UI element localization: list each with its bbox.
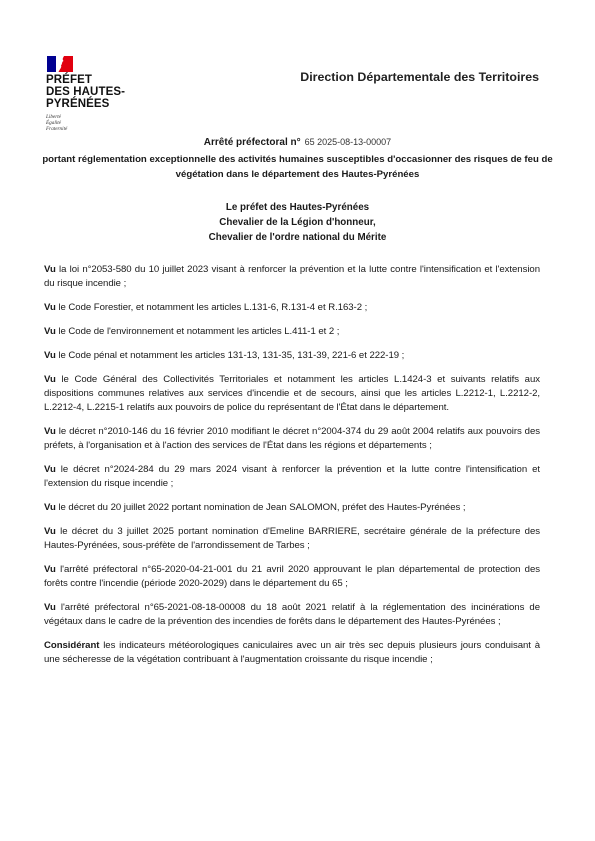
visa-keyword: Vu — [44, 426, 56, 437]
considerant-text: les indicateurs météorologiques caniculaires avec un air très sec depuis plusieurs jours conduisant à une sécheresse de la végétation contribuant à l'augmentation croissante du risque incendie ; — [44, 640, 540, 665]
visa-text: le décret du 3 juillet 2025 portant nomination d'Emeline BARRIERE, secrétaire générale de la préfecture des Hautes-Pyrénées, sous-préfète de l'arrondissement de Tarbes ; — [44, 526, 540, 551]
visa-paragraph — [44, 349, 540, 363]
visa-keyword: Vu — [44, 302, 56, 313]
prefecture-logo — [46, 56, 156, 132]
visa-paragraph — [44, 525, 540, 553]
prefect-titles — [0, 200, 595, 245]
visa-paragraph — [44, 425, 540, 453]
visa-paragraph — [44, 501, 540, 515]
prefect-title-line: Le préfet des Hautes-Pyrénées — [225, 202, 370, 213]
visas-list — [44, 263, 540, 677]
visa-text: l'arrêté préfectoral n°65-2020-04-21-001 du 21 avril 2020 approuvant le plan départemental de protection des forêts contre l'incendie (période 2020-2029) dans le département du 65 ; — [44, 564, 540, 589]
prefecture-name — [46, 74, 156, 110]
visa-keyword: Vu — [44, 602, 56, 613]
prefect-title-line: Chevalier de la Légion d'honneur, — [219, 217, 376, 228]
visa-paragraph — [44, 563, 540, 591]
prefect-title-line: Chevalier de l'ordre national du Mérite — [208, 232, 387, 243]
arrete-label: Arrêté préfectoral n° — [203, 137, 301, 148]
visa-text: le décret n°2010-146 du 16 février 2010 modifiant le décret n°2004-374 du 29 août 2004 relatifs aux pouvoirs des préfets, à l'organisation et à l'action des services de l'État dans les régions et départements ; — [44, 426, 540, 451]
visa-text: le décret n°2024-284 du 29 mars 2024 visant à renforcer la prévention et la lutte contre l'intensification et l'extension du risque incendie ; — [44, 464, 540, 489]
arrete-subtitle: portant réglementation exceptionnelle des activités humaines susceptibles d'occasionner des risques de feu de végétation dans le département des Hautes-Pyrénées — [42, 154, 553, 180]
arrete-title — [0, 137, 595, 148]
motto-line: Égalité — [46, 120, 61, 126]
issuing-direction: Direction Départementale des Territoires — [300, 70, 539, 84]
visa-text: l'arrêté préfectoral n°65-2021-08-18-00008 du 18 août 2021 relatif à la réglementation des incinérations de végétaux dans le cadre de la prévention des incendies de forêts dans le département des Hautes-Pyrénées ; — [44, 602, 540, 627]
visa-text: le Code de l'environnement et notamment les articles L.411-1 et 2 ; — [55, 326, 340, 337]
considerant-paragraph — [44, 639, 540, 667]
visa-paragraph — [44, 373, 540, 415]
marianne-logo-icon — [47, 56, 73, 72]
visa-paragraph — [44, 263, 540, 291]
motto-line: Fraternité — [46, 126, 68, 132]
visa-paragraph — [44, 301, 540, 315]
visa-keyword: Vu — [44, 526, 56, 537]
visa-text: le Code Forestier, et notamment les articles L.131-6, R.131-4 et R.163-2 ; — [55, 302, 368, 313]
visa-text: le Code Général des Collectivités Territoriales et notamment les articles L.1424-3 et suivants relatifs aux dispositions communes relatives aux services d'incendie et de secours, ainsi que les articles L.2212-1, L.2212-2, L.2212-4, L.2215-1 relatifs aux pouvoirs de police du représentant de l'État dans le département. — [44, 374, 540, 413]
visa-paragraph — [44, 601, 540, 629]
visa-keyword: Vu — [44, 564, 56, 575]
visa-text: la loi n°2053-580 du 10 juillet 2023 visant à renforcer la prévention et la lutte contre l'intensification et l'extension du risque incendie ; — [44, 264, 540, 289]
prefecture-name-line: PYRÉNÉES — [46, 98, 110, 110]
visa-paragraph — [44, 463, 540, 491]
visa-keyword: Vu — [44, 350, 56, 361]
motto-line: Liberté — [46, 114, 61, 120]
arrete-number: 65 2025-08-13-00007 — [304, 137, 392, 147]
visa-keyword: Vu — [44, 502, 56, 513]
prefecture-name-line: DES HAUTES- — [46, 86, 126, 98]
visa-text: le Code pénal et notamment les articles 131-13, 131-35, 131-39, 221-6 et 222-19 ; — [55, 350, 405, 361]
visa-text: le décret du 20 juillet 2022 portant nomination de Jean SALOMON, préfet des Hautes-Pyrénées ; — [55, 502, 466, 513]
visa-keyword: Vu — [44, 374, 56, 385]
prefecture-name-line: PRÉFET — [46, 74, 92, 86]
visa-keyword: Vu — [44, 464, 56, 475]
visa-keyword: Vu — [44, 264, 56, 275]
visa-paragraph — [44, 325, 540, 339]
visa-keyword: Vu — [44, 326, 56, 337]
republic-motto — [46, 114, 156, 132]
considerant-keyword: Considérant — [44, 640, 100, 651]
